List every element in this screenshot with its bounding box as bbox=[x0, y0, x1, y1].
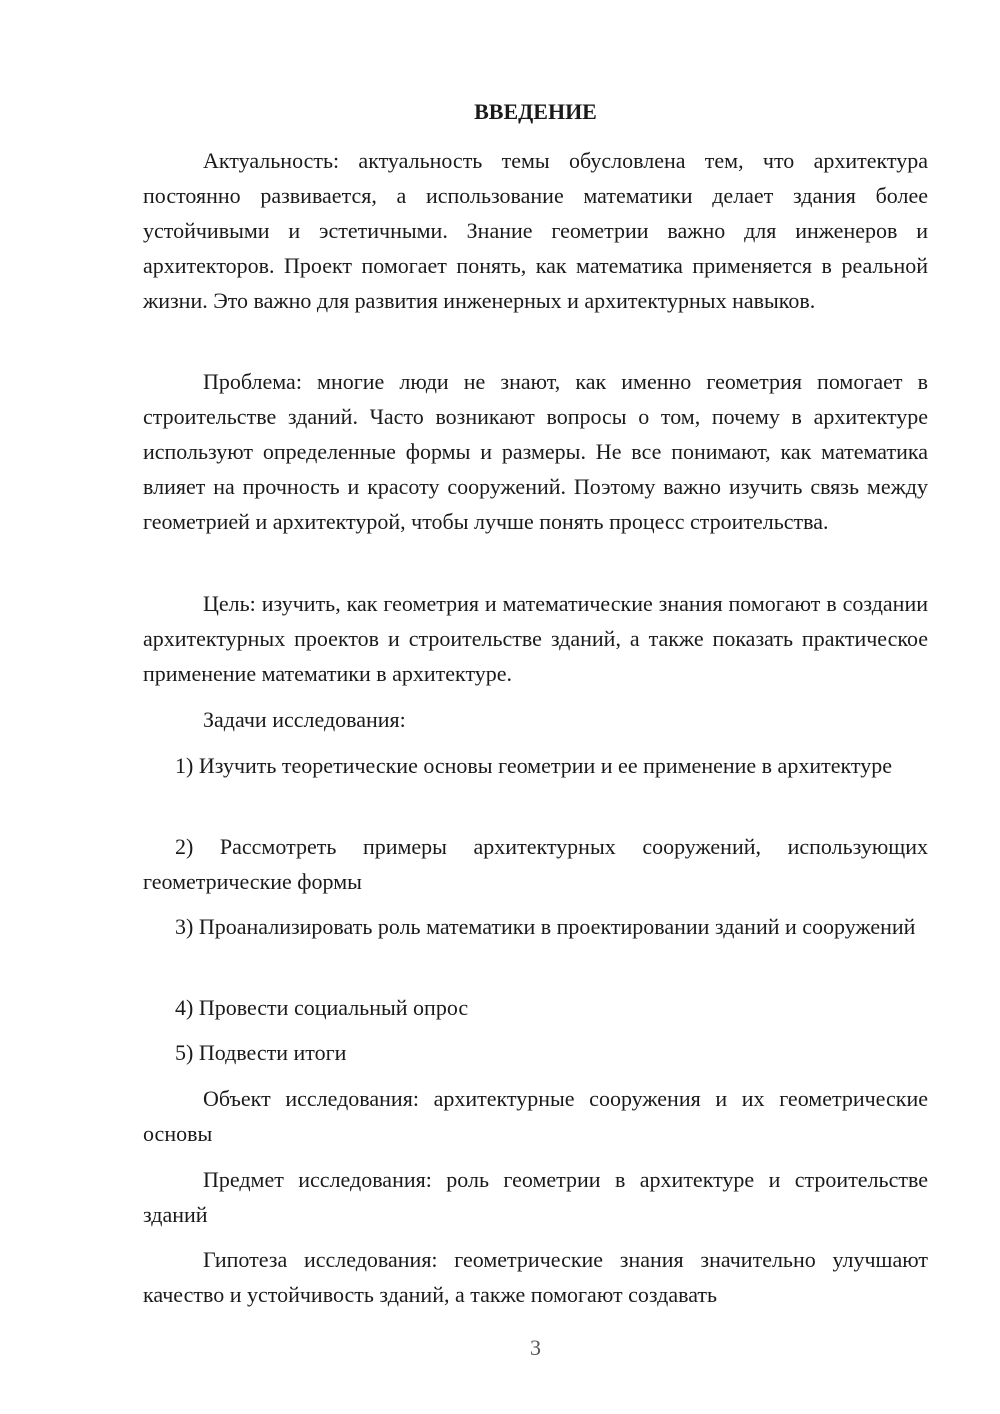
paragraph-subject: Предмет исследования: роль геометрии в архитектуре и строительстве зданий bbox=[143, 1167, 928, 1227]
paragraph-relevance: Актуальность: актуальность темы обусловлена тем, что архитектура постоянно развивается, а использование математики делает здания более устойчивыми и эстетичными. Знание геометрии важно для инженеров и архитекторов. Проект помогает понять, как математика применяется в реальной жизни. Это важно для развития инженерных и архитектурных навыков. bbox=[143, 148, 928, 313]
paragraph-tasks-heading: Задачи исследования: bbox=[203, 707, 406, 732]
page-title: ВВЕДЕНИЕ bbox=[474, 99, 597, 124]
paragraph-problem: Проблема: многие люди не знают, как именно геометрия помогает в строительстве зданий. Часто возникают вопросы о том, почему в архитектуре используют определенные формы и размеры. Не все понимают, как математика влияет на прочность и красоту сооружений. Поэтому важно изучить связь между геометрией и архитектурой, чтобы лучше понять процесс строительства. bbox=[143, 369, 928, 534]
paragraph-goal: Цель: изучить, как геометрия и математические знания помогают в создании архитектурных проектов и строительстве зданий, а также показать практическое применение математики в архитектуре. bbox=[143, 591, 928, 686]
paragraph-hypothesis: Гипотеза исследования: геометрические знания значительно улучшают качество и устойчивость зданий, а также помогают создавать bbox=[143, 1247, 928, 1307]
list-item-task-3: 3) Проанализировать роль математики в проектировании зданий и сооружений bbox=[175, 914, 916, 939]
page-number: 3 bbox=[530, 1335, 541, 1360]
list-item-task-2: 2) Рассмотреть примеры архитектурных сооружений, использующих геометрические формы bbox=[143, 834, 928, 894]
list-item-task-5: 5) Подвести итоги bbox=[175, 1040, 347, 1065]
paragraph-object: Объект исследования: архитектурные сооружения и их геометрические основы bbox=[143, 1086, 928, 1146]
document-page bbox=[143, 0, 928, 1414]
list-item-task-4: 4) Провести социальный опрос bbox=[175, 995, 469, 1020]
list-item-task-1: 1) Изучить теоретические основы геометрии и ее применение в архитектуре bbox=[175, 753, 892, 778]
